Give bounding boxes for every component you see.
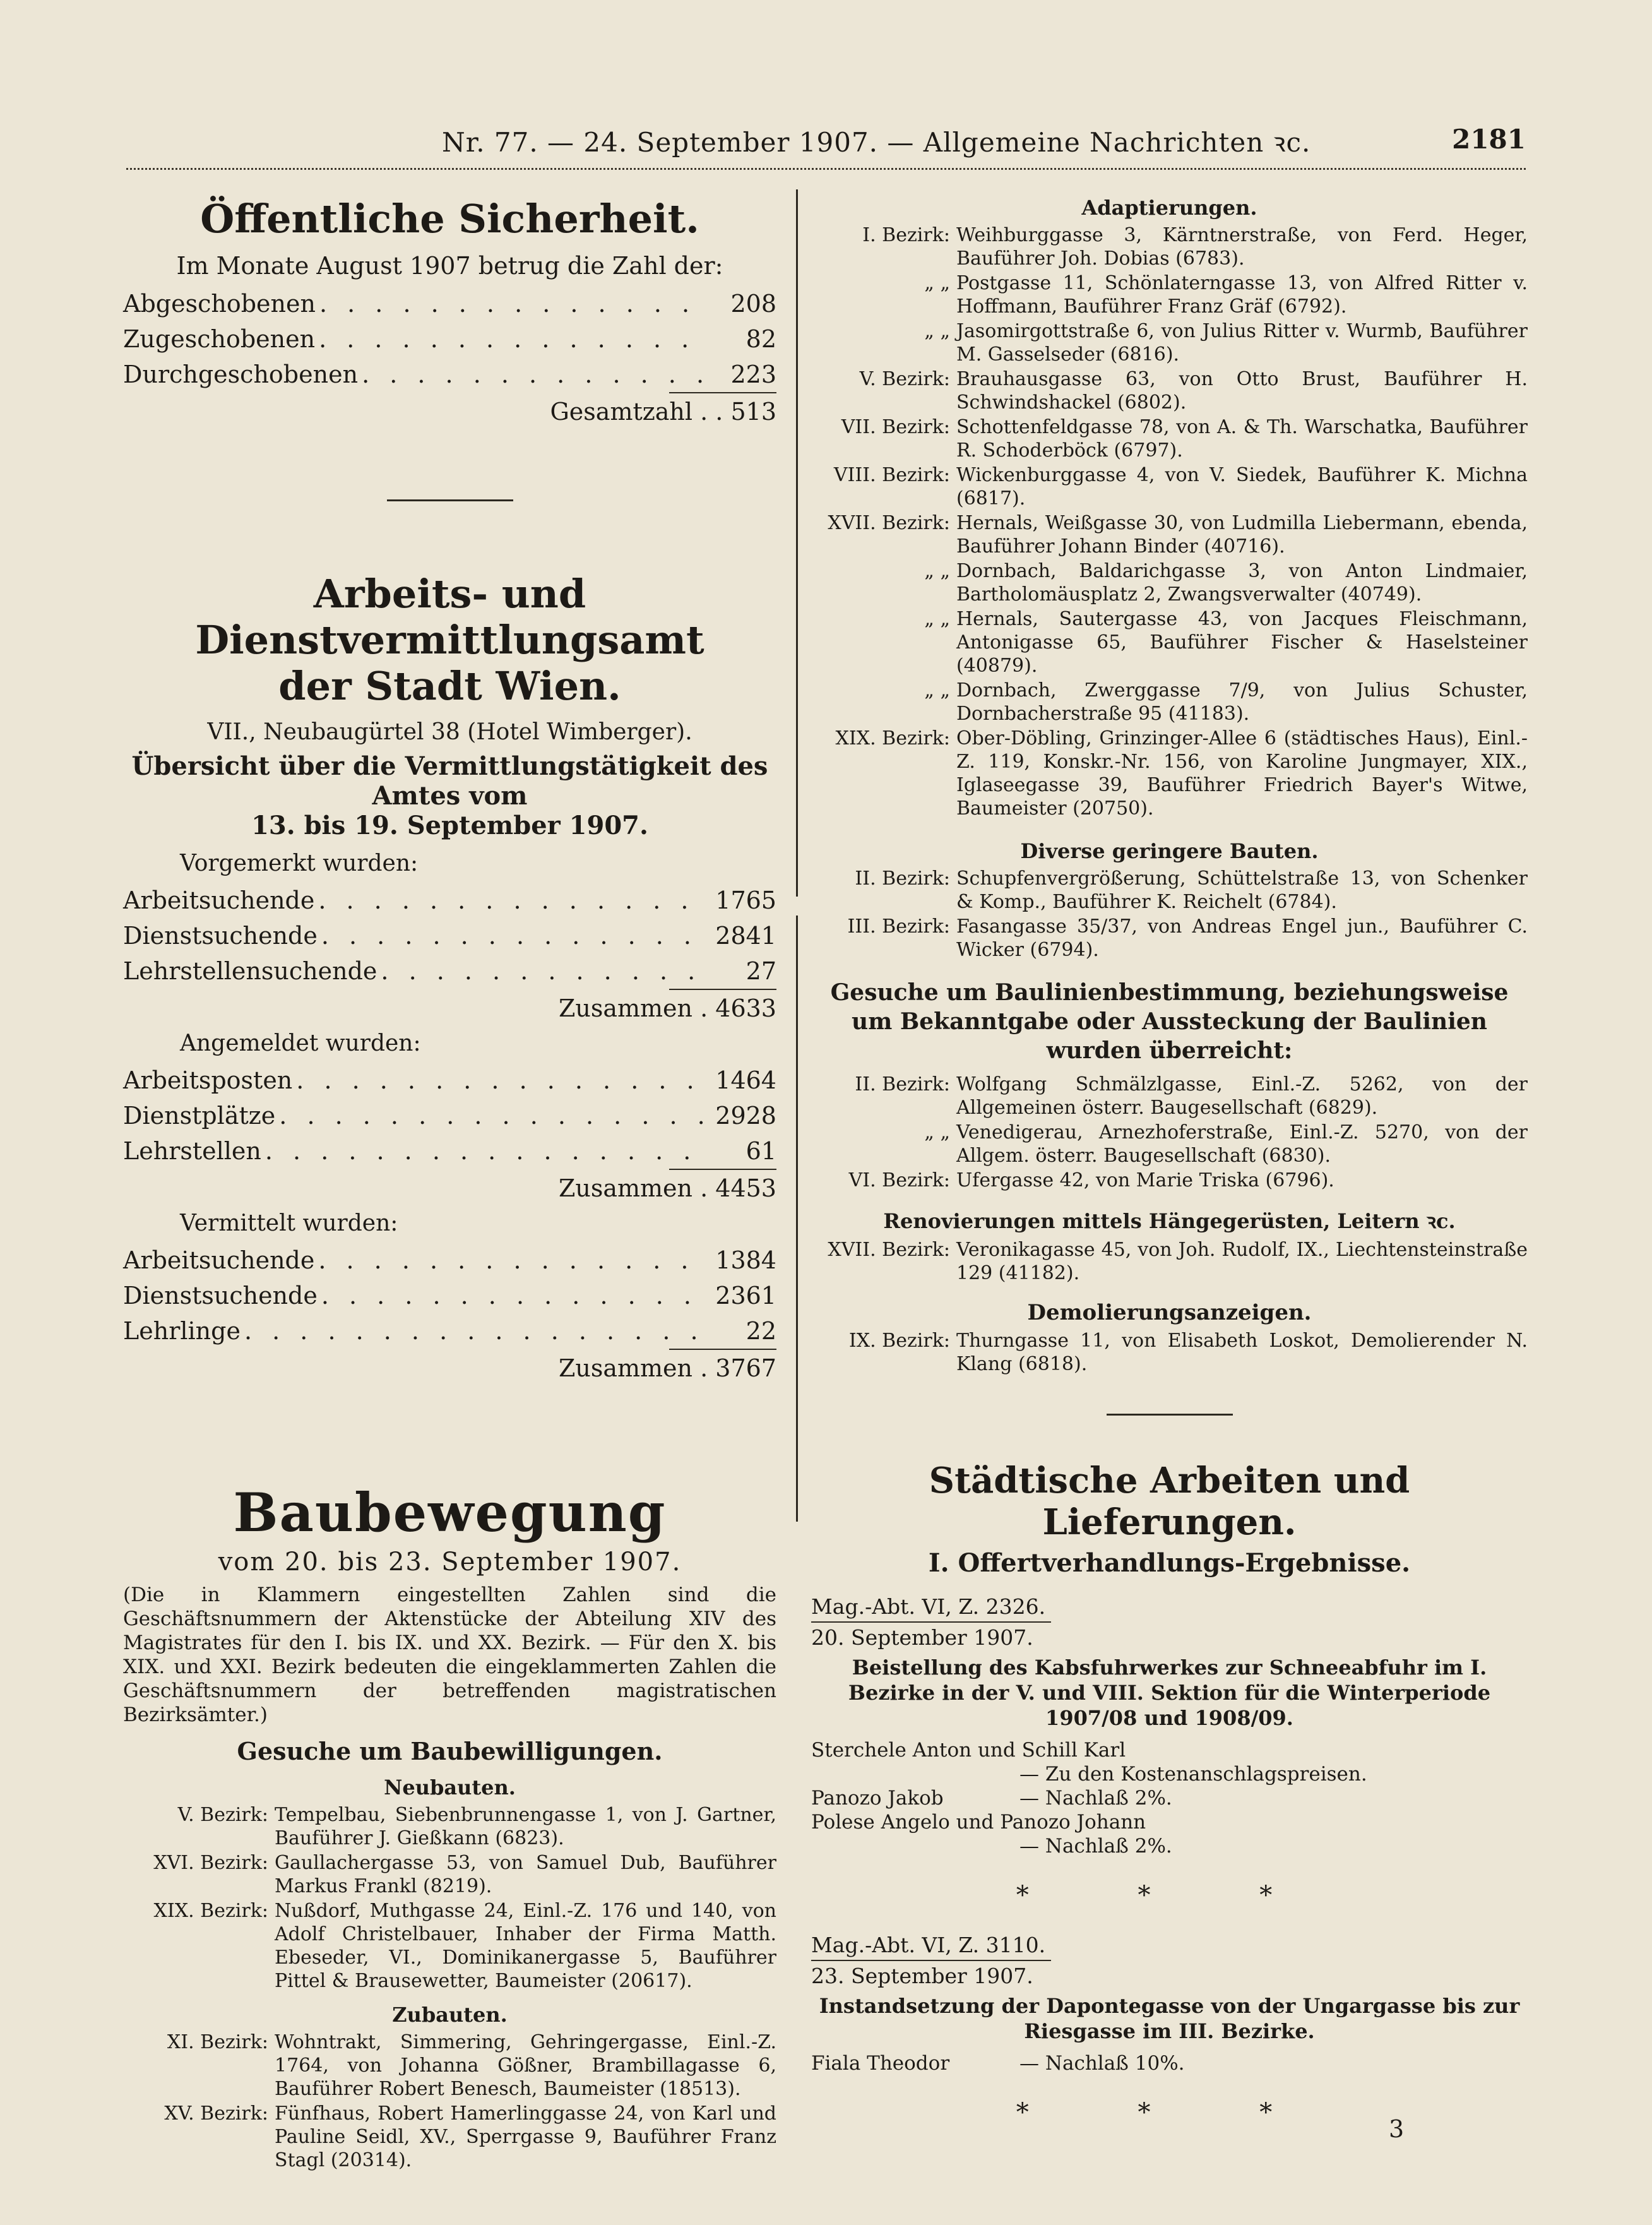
- table-row: Arbeitsuchende . . . 1384: [123, 1243, 776, 1278]
- table-row: Lehrstellensuchende . . . 27: [123, 953, 776, 989]
- mag-reference: Mag.-Abt. VI, Z. 2326.: [811, 1594, 1046, 1619]
- stars-separator: * * *: [1016, 1881, 1323, 1910]
- list-item: „ „ Dornbach, Zwerggasse 7/9, von Julius Schuster, Dornbacherstraße 95 (41183).: [924, 679, 1528, 725]
- bid-line: Panozo Jakob — Nachlaß 2%.: [811, 1787, 1172, 1810]
- list-item: VIII. Bezirk: Wickenburggasse 4, von V. Siedek, Bauführer K. Michna (6817).: [833, 464, 1528, 510]
- mag-underline: [811, 1621, 1051, 1623]
- sicherheit-title: Öffentliche Sicherheit.: [200, 196, 699, 242]
- page-header: [126, 119, 1526, 163]
- bid-line: Sterchele Anton und Schill Karl: [811, 1739, 1126, 1762]
- amt-overview-1: Übersicht über die Vermittlungstätigkeit des Amtes vom: [131, 751, 768, 811]
- bid-line: Fiala Theodor — Nachlaß 10%.: [811, 2052, 1185, 2075]
- list-item: II. Bezirk: Schupfenvergrößerung, Schüttelstraße 13, von Schenker & Komp., Bauführer K. Reichelt (6784).: [855, 868, 1528, 913]
- stars-separator: * * *: [1016, 2098, 1323, 2127]
- bid-line: Polese Angelo und Panozo Johann: [811, 1811, 1146, 1834]
- amt-title-1: Arbeits- und Dienstvermittlungsamt: [195, 571, 704, 663]
- list-item: XVII. Bezirk: Veronikagasse 45, von Joh. Rudolf, IX., Liechtensteinstraße 129 (41182).: [828, 1239, 1528, 1284]
- zubauten-title: Zubauten.: [392, 2003, 508, 2027]
- table-row: Dienstplätze . . . 2928: [123, 1098, 776, 1133]
- list-item: XIX. Bezirk: Nußdorf, Muthgasse 24, Einl.-Z. 176 und 140, von Adolf Christelbauer, Inhaber der Firma Matth. Ebeseder, VI., Dominikanergasse 5, Bauführer Pittel & Brausewetter, Baumeister (20617).: [153, 1900, 776, 1992]
- table-row: Dienstsuchende . . . 2841: [123, 918, 776, 953]
- right-column: [811, 196, 1528, 2150]
- list-item: XVI. Bezirk: Gaullachergasse 53, von Samuel Dub, Bauführer Markus Frankl (8219).: [153, 1852, 776, 1897]
- list-item: XI. Bezirk: Wohntrakt, Simmering, Gehringergasse, Einl.-Z. 1764, von Johanna Gößner, Brambillagasse 6, Bauführer Robert Benesch, Baumeister (18513).: [167, 2031, 776, 2100]
- table-row: Arbeitsposten . . . 1464: [123, 1063, 776, 1098]
- offert-title: I. Offertverhandlungs-Ergebnisse.: [928, 1548, 1411, 1578]
- bid-line: — Zu den Kostenanschlagspreisen.: [1019, 1763, 1367, 1786]
- offer-date: 23. September 1907.: [811, 1964, 1033, 1988]
- group-heading: Vermittelt wurden:: [180, 1210, 398, 1236]
- footer-sheet-number: 3: [1389, 2115, 1405, 2143]
- list-item: „ „ Jasomirgottstraße 6, von Julius Ritter v. Wurmb, Bauführer M. Gasselseder (6816).: [924, 320, 1528, 366]
- list-item: III. Bezirk: Fasangasse 35/37, von Andreas Engel jun., Bauführer C. Wicker (6794).: [847, 916, 1528, 961]
- amt-group: [123, 1030, 776, 1207]
- section-separator: [1107, 1414, 1233, 1416]
- table-row: Lehrstellen . . . 61: [123, 1133, 776, 1169]
- offer-block: [811, 1933, 1528, 2075]
- baulinien-title: Gesuche um Baulinienbestimmung, beziehungsweise um Bekanntgabe oder Aussteckung der Baulinien wurden überreicht:: [830, 979, 1509, 1064]
- list-item: V. Bezirk: Tempelbau, Siebenbrunnengasse 1, von J. Gartner, Bauführer J. Gießkann (6823).: [177, 1804, 776, 1849]
- table-row: Abgeschobenen . . . 208: [123, 286, 776, 321]
- list-item: „ „ Hernals, Sautergasse 43, von Jacques Fleischmann, Antonigasse 65, Bauführer Fischer & Haselsteiner (40879).: [924, 608, 1528, 677]
- mag-underline: [811, 1960, 1051, 1961]
- list-item: II. Bezirk: Wolfgang Schmälzlgasse, Einl.-Z. 5262, von der Allgemeinen österr. Baugesellschaft (6829).: [855, 1073, 1528, 1119]
- amt-group: [123, 850, 776, 1027]
- list-item: V. Bezirk: Brauhausgasse 63, von Otto Brust, Bauführer H. Schwindshackel (6802).: [859, 368, 1528, 414]
- left-column: [123, 196, 776, 2173]
- list-item: VI. Bezirk: Ufergasse 42, von Marie Triska (6796).: [848, 1169, 1334, 1191]
- offer-subject: Instandsetzung der Dapontegasse von der Ungargasse bis zur Riesgasse im III. Bezirke.: [819, 1994, 1520, 2043]
- total-row: Gesamtzahl . . 513: [550, 398, 776, 426]
- column-divider-bottom: [796, 916, 798, 1522]
- total-row: Zusammen . 3767: [558, 1354, 776, 1382]
- list-item: VII. Bezirk: Schottenfeldgasse 78, von A. & Th. Warschatka, Bauführer R. Schoderböck (6797).: [841, 416, 1528, 462]
- arbeiten-title: Städtische Arbeiten und Lieferungen.: [929, 1460, 1410, 1543]
- group-heading: Vorgemerkt wurden:: [180, 850, 419, 876]
- offer-subject: Beistellung des Kabsfuhrwerkes zur Schneeabfuhr im I. Bezirke in der V. und VIII. Sektion für die Winterperiode 1907/08 und 1908/09.: [848, 1655, 1491, 1730]
- header-divider: [126, 168, 1526, 170]
- renov-title: Renovierungen mittels Hängegerüsten, Leitern ꝛc.: [883, 1209, 1456, 1233]
- section-separator: [387, 499, 513, 501]
- offer-date: 20. September 1907.: [811, 1625, 1033, 1650]
- diverse-title: Diverse geringere Bauten.: [1020, 839, 1319, 863]
- total-row: Zusammen . 4453: [558, 1174, 776, 1202]
- offer-block: [811, 1594, 1528, 1858]
- bau-title: Baubewegung: [233, 1481, 667, 1544]
- bid-line: — Nachlaß 2%.: [1019, 1835, 1172, 1858]
- column-divider-top: [796, 189, 798, 897]
- list-item: I. Bezirk: Weihburggasse 3, Kärntnerstraße, von Ferd. Heger, Bauführer Joh. Dobias (6783).: [862, 224, 1528, 270]
- list-item: XVII. Bezirk: Hernals, Weißgasse 30, von Ludmilla Liebermann, ebenda, Bauführer Johann Binder (40716).: [828, 512, 1528, 558]
- header-title: Nr. 77. — 24. September 1907. — Allgemeine Nachrichten ꝛc.: [442, 127, 1311, 158]
- list-item: XV. Bezirk: Fünfhaus, Robert Hamerlinggasse 24, von Karl und Pauline Seidl, XV., Sperrgasse 9, Bauführer Franz Stagl (20314).: [164, 2103, 776, 2171]
- amt-title-2: der Stadt Wien.: [278, 663, 621, 709]
- group-heading: Angemeldet wurden:: [180, 1030, 421, 1056]
- sicherheit-table: [123, 286, 776, 430]
- list-item: „ „ Dornbach, Baldarichgasse 3, von Anton Lindmaier, Bartholomäusplatz 2, Zwangsverwalter (40749).: [924, 560, 1528, 605]
- table-row: Arbeitsuchende . . . 1765: [123, 883, 776, 918]
- demol-title: Demolierungsanzeigen.: [1027, 1300, 1312, 1325]
- list-item: XIX. Bezirk: Ober-Döbling, Grinzinger-Allee 6 (städtisches Haus), Einl.-Z. 119, Konskr.-Nr. 156, von Karoline Jungmayer, XIX., Iglaseegasse 39, Bauführer Friedrich Bayer's Witwe, Baumeister (20750).: [835, 727, 1528, 820]
- table-row: Durchgeschobenen . . . 223: [123, 357, 776, 392]
- table-row: Zugeschobenen . . . 82: [123, 321, 776, 357]
- gesuche-title: Gesuche um Baubewilligungen.: [237, 1737, 663, 1765]
- total-row: Zusammen . 4633: [558, 994, 776, 1022]
- adapt-title: Adaptierungen.: [1081, 196, 1257, 220]
- list-item: „ „ Venedigerau, Arnezhoferstraße, Einl.-Z. 5270, von der Allgem. österr. Baugesellschaft (6830).: [924, 1121, 1528, 1167]
- sicherheit-intro: Im Monate August 1907 betrug die Zahl der:: [176, 252, 723, 280]
- page-number: 2181: [1452, 124, 1526, 155]
- amt-group: [123, 1210, 776, 1387]
- neubauten-title: Neubauten.: [384, 1775, 516, 1799]
- list-item: „ „ Postgasse 11, Schönlaterngasse 13, von Alfred Ritter v. Hoffmann, Bauführer Franz Gräf (6792).: [924, 272, 1528, 318]
- mag-reference: Mag.-Abt. VI, Z. 3110.: [811, 1933, 1046, 1957]
- list-item: IX. Bezirk: Thurngasse 11, von Elisabeth Loskot, Demolierender N. Klang (6818).: [848, 1330, 1528, 1375]
- table-row: Dienstsuchende . . . 2361: [123, 1278, 776, 1313]
- amt-overview-2: 13. bis 19. September 1907.: [251, 811, 648, 840]
- table-row: Lehrlinge . . . 22: [123, 1313, 776, 1349]
- bau-note: (Die in Klammern eingestellten Zahlen sind die Geschäftsnummern der Aktenstücke der Abteilung XIV des Magistrates für den I. bis IX. und XX. Bezirk. — Für den X. bis XIX. und XXI. Bezirk bedeuten die eingeklammerten Zahlen die Geschäftsnummern der betreffenden magistratischen Bezirksämter.): [123, 1584, 776, 1726]
- bau-dates: vom 20. bis 23. September 1907.: [218, 1548, 682, 1577]
- amt-address: VII., Neubaugürtel 38 (Hotel Wimberger).: [207, 719, 692, 745]
